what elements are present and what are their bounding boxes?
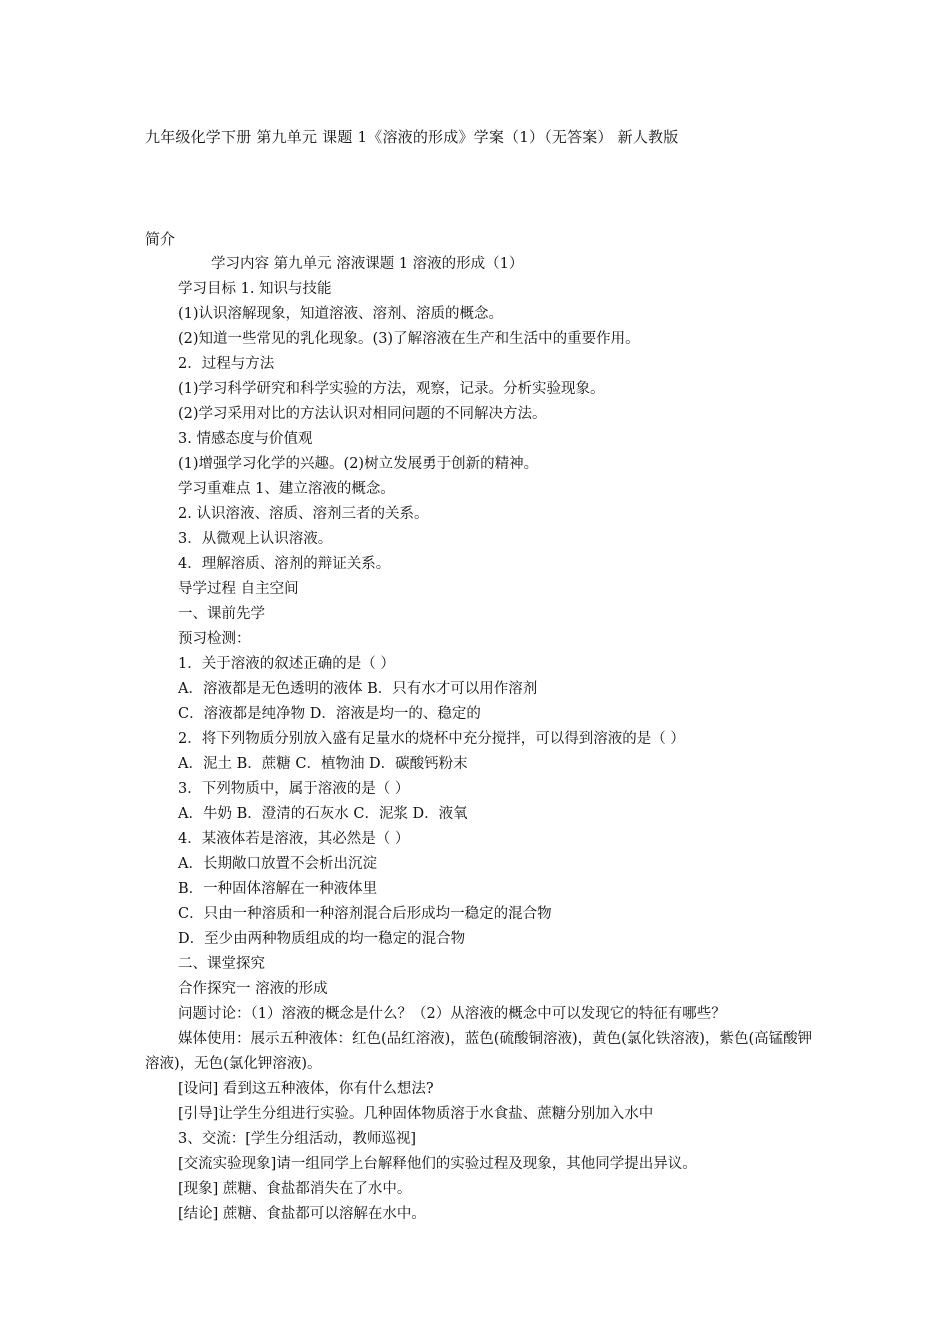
body-line: 3、交流：[学生分组活动，教师巡视] bbox=[178, 1131, 417, 1147]
option-line: C．只由一种溶质和一种溶剂混合后形成均一稳定的混合物 bbox=[178, 906, 552, 922]
body-line: 3．从微观上认识溶液。 bbox=[178, 531, 333, 547]
body-line: (2)学习采用对比的方法认识对相同问题的不同解决方法。 bbox=[178, 406, 547, 422]
option-line: B．一种固体溶解在一种液体里 bbox=[178, 881, 378, 897]
question-line: 2．将下列物质分别放入盛有足量水的烧杯中充分搅拌，可以得到溶液的是（ ） bbox=[178, 731, 685, 747]
body-line: 二、课堂探究 bbox=[178, 956, 265, 972]
body-line: 2. 认识溶液、溶质、溶剂三者的关系。 bbox=[178, 506, 429, 522]
body-line: [现象] 蔗糖、食盐都消失在了水中。 bbox=[178, 1181, 412, 1197]
body-line: [交流实验现象]请一组同学上台解释他们的实验过程及现象，其他同学提出异议。 bbox=[178, 1156, 697, 1172]
body-line: 合作探究一 溶液的形成 bbox=[178, 981, 328, 997]
option-line: A．牛奶 B．澄清的石灰水 C．泥浆 D．液氧 bbox=[178, 806, 468, 822]
body-line: [引导]让学生分组进行实验。几种固体物质溶于水食盐、蔗糖分别加入水中 bbox=[178, 1106, 654, 1122]
option-line: A．长期敞口放置不会析出沉淀 bbox=[178, 856, 377, 872]
body-line: 问题讨论：（1）溶液的概念是什么？（2）从溶液的概念中可以发现它的特征有哪些？ bbox=[178, 1006, 726, 1022]
option-line: A．泥土 B．蔗糖 C．植物油 D．碳酸钙粉末 bbox=[178, 756, 468, 772]
body-line: (1)认识溶解现象，知道溶液、溶剂、溶质的概念。 bbox=[178, 306, 504, 322]
body-line: 3. 情感态度与价值观 bbox=[178, 431, 313, 447]
option-line: D．至少由两种物质组成的均一稳定的混合物 bbox=[178, 931, 466, 947]
body-line: (2)知道一些常见的乳化现象。(3)了解溶液在生产和生活中的重要作用。 bbox=[178, 331, 640, 347]
study-content-line: 学习内容 第九单元 溶液课题 1 溶液的形成（1） bbox=[211, 256, 524, 272]
option-line: A．溶液都是无色透明的液体 B．只有水才可以用作溶剂 bbox=[178, 681, 538, 697]
body-line: 学习目标 1. 知识与技能 bbox=[178, 281, 332, 297]
option-line: C．溶液都是纯净物 D．溶液是均一的、稳定的 bbox=[178, 706, 481, 722]
body-line: [结论] 蔗糖、食盐都可以溶解在水中。 bbox=[178, 1206, 426, 1222]
document-body bbox=[145, 252, 825, 1227]
body-line: 一、课前先学 bbox=[178, 606, 265, 622]
section-label-intro: 简介 bbox=[145, 230, 176, 248]
body-line: (1)学习科学研究和科学实验的方法，观察，记录。分析实验现象。 bbox=[178, 381, 605, 397]
body-line: 导学过程 自主空间 bbox=[178, 581, 299, 597]
body-line: (1)增强学习化学的兴趣。(2)树立发展勇于创新的精神。 bbox=[178, 456, 539, 472]
document-title: 九年级化学下册 第九单元 课题 1《溶液的形成》学案（1）（无答案） 新人教版 bbox=[145, 128, 679, 146]
question-line: 1．关于溶液的叙述正确的是（ ） bbox=[178, 656, 395, 672]
body-line: 学习重难点 1、建立溶液的概念。 bbox=[178, 481, 395, 497]
body-line: 2．过程与方法 bbox=[178, 356, 275, 372]
media-paragraph: 媒体使用：展示五种液体：红色(品红溶液)，蓝色(硫酸铜溶液)，黄色(氯化铁溶液)，紫色(高锰酸钾溶液)，无色(氯化钾溶液)。 bbox=[145, 1031, 813, 1072]
body-line: 4．理解溶质、溶剂的辩证关系。 bbox=[178, 556, 391, 572]
body-line: 预习检测： bbox=[178, 631, 251, 647]
question-line: 3．下列物质中，属于溶液的是（ ） bbox=[178, 781, 410, 797]
question-line: 4．某液体若是溶液，其必然是（ ） bbox=[178, 831, 410, 847]
body-line: [设问] 看到这五种液体，你有什么想法? bbox=[178, 1081, 434, 1097]
